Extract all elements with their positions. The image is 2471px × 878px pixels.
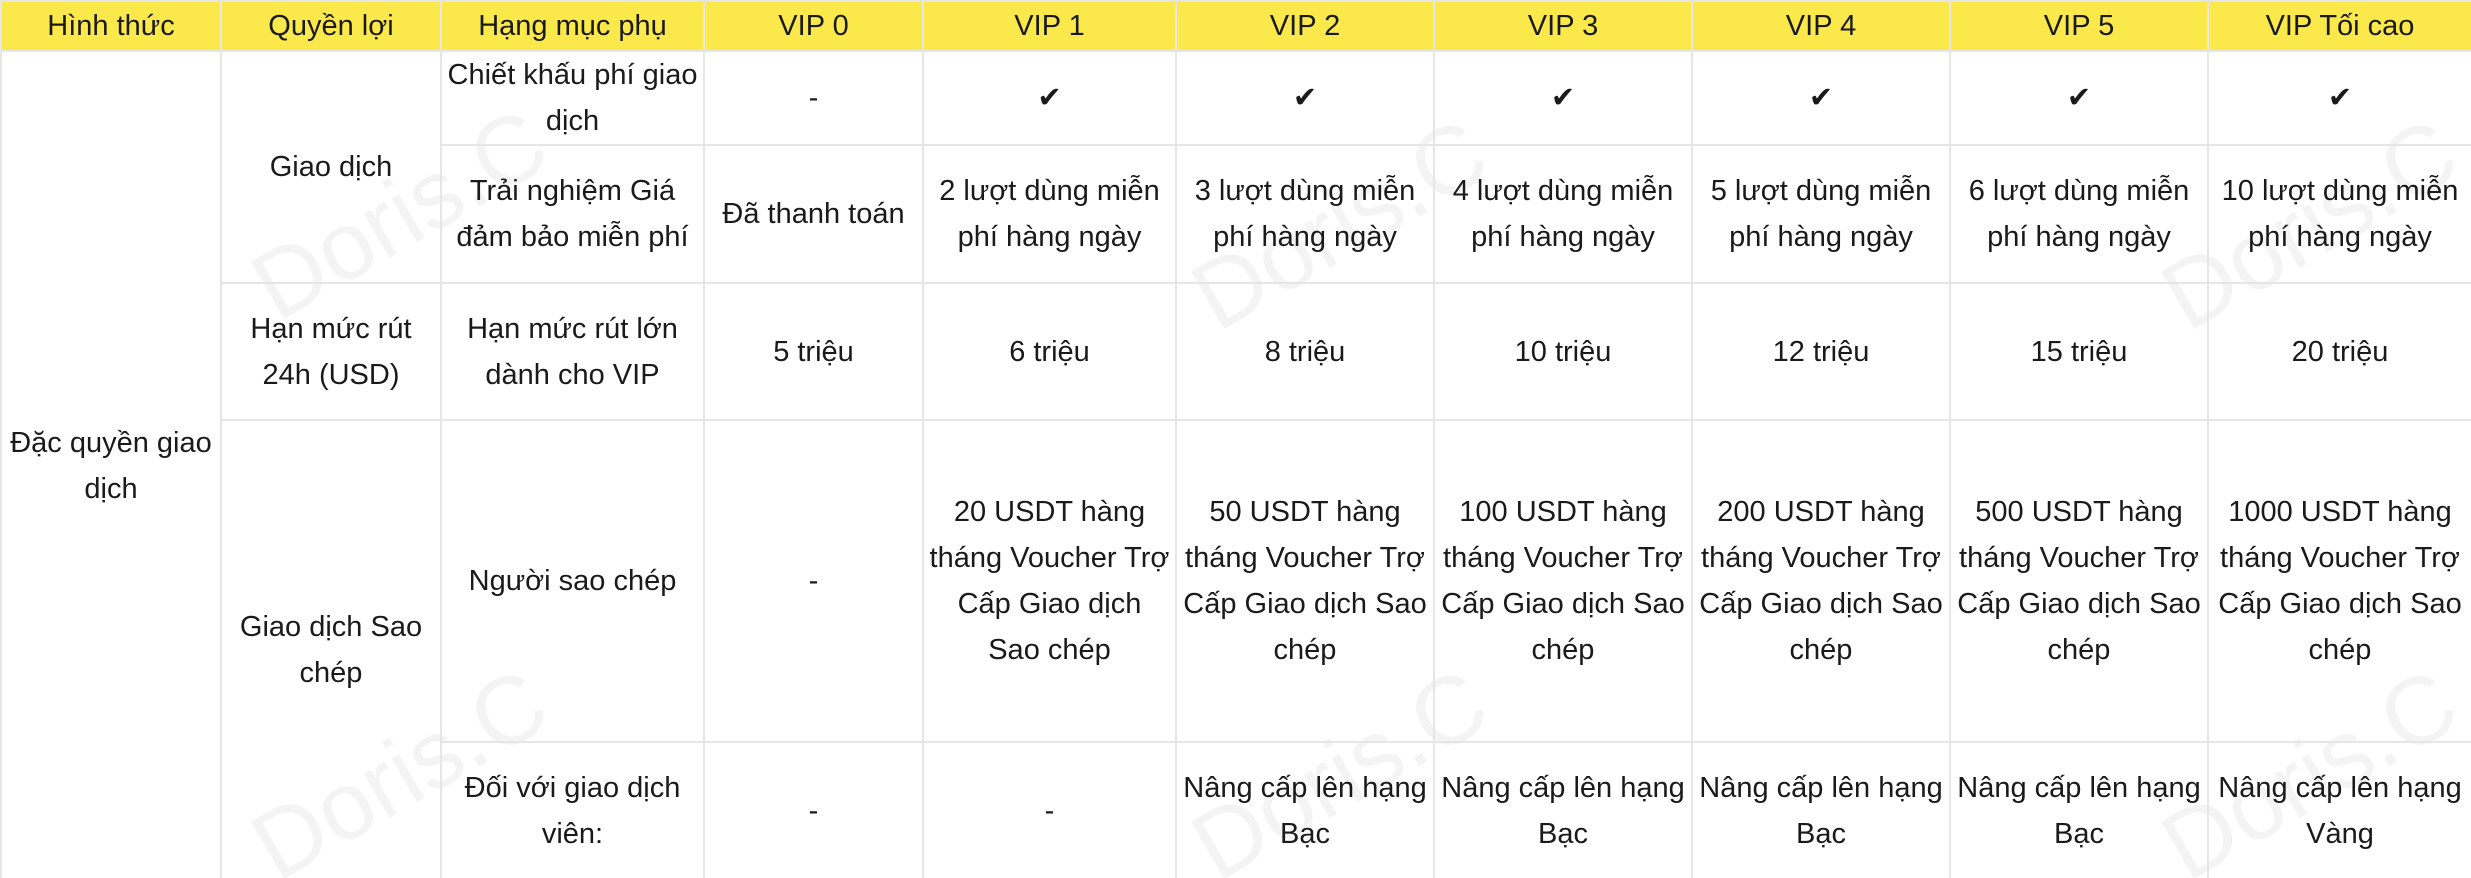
value-cell: 50 USDT hàng tháng Voucher Trợ Cấp Giao dịch Sao chép: [1176, 420, 1434, 742]
value-cell: 3 lượt dùng miễn phí hàng ngày: [1176, 145, 1434, 283]
header-cell: VIP 0: [704, 1, 923, 51]
header-cell: VIP Tối cao: [2208, 1, 2471, 51]
header-cell: VIP 3: [1434, 1, 1692, 51]
sub-item-cell: Đối với giao dịch viên:: [441, 742, 704, 878]
check-icon: ✔: [1692, 51, 1950, 145]
header-cell: VIP 5: [1950, 1, 2208, 51]
table-row: [1, 420, 2471, 742]
value-cell: 2 lượt dùng miễn phí hàng ngày: [923, 145, 1176, 283]
value-cell: 10 triệu: [1434, 283, 1692, 420]
value-cell: 5 lượt dùng miễn phí hàng ngày: [1692, 145, 1950, 283]
value-cell: Nâng cấp lên hạng Bạc: [1692, 742, 1950, 878]
header-cell: Quyền lợi: [221, 1, 441, 51]
check-icon: ✔: [1176, 51, 1434, 145]
header-cell: VIP 1: [923, 1, 1176, 51]
value-cell: Nâng cấp lên hạng Vàng: [2208, 742, 2471, 878]
check-icon: ✔: [1950, 51, 2208, 145]
value-cell: -: [704, 51, 923, 145]
benefit-cell-trading: Giao dịch: [221, 51, 441, 283]
benefit-cell-withdraw: Hạn mức rút 24h (USD): [221, 283, 441, 420]
value-cell: 1000 USDT hàng tháng Voucher Trợ Cấp Giao dịch Sao chép: [2208, 420, 2471, 742]
value-cell: 10 lượt dùng miễn phí hàng ngày: [2208, 145, 2471, 283]
value-cell: 5 triệu: [704, 283, 923, 420]
sub-item-cell: Trải nghiệm Giá đảm bảo miễn phí: [441, 145, 704, 283]
value-cell: Nâng cấp lên hạng Bạc: [1176, 742, 1434, 878]
value-cell: Đã thanh toán: [704, 145, 923, 283]
value-cell: 20 triệu: [2208, 283, 2471, 420]
value-cell: 6 lượt dùng miễn phí hàng ngày: [1950, 145, 2208, 283]
value-cell: 20 USDT hàng tháng Voucher Trợ Cấp Giao dịch Sao chép: [923, 420, 1176, 742]
header-cell: Hạng mục phụ: [441, 1, 704, 51]
value-cell: 6 triệu: [923, 283, 1176, 420]
value-cell: 500 USDT hàng tháng Voucher Trợ Cấp Giao dịch Sao chép: [1950, 420, 2208, 742]
form-cell: Đặc quyền giao dịch: [1, 51, 221, 878]
table-row: [1, 51, 2471, 145]
value-cell: -: [704, 420, 923, 742]
value-cell: -: [704, 742, 923, 878]
header-cell: Hình thức: [1, 1, 221, 51]
check-icon: ✔: [923, 51, 1176, 145]
sub-item-cell: Chiết khấu phí giao dịch: [441, 51, 704, 145]
value-cell: 15 triệu: [1950, 283, 2208, 420]
value-cell: -: [923, 742, 1176, 878]
check-icon: ✔: [2208, 51, 2471, 145]
value-cell: 8 triệu: [1176, 283, 1434, 420]
value-cell: 4 lượt dùng miễn phí hàng ngày: [1434, 145, 1692, 283]
sub-item-cell: Người sao chép: [441, 420, 704, 742]
value-cell: 12 triệu: [1692, 283, 1950, 420]
header-row: [1, 1, 2471, 51]
value-cell: Nâng cấp lên hạng Bạc: [1434, 742, 1692, 878]
value-cell: 200 USDT hàng tháng Voucher Trợ Cấp Giao dịch Sao chép: [1692, 420, 1950, 742]
check-icon: ✔: [1434, 51, 1692, 145]
header-cell: VIP 2: [1176, 1, 1434, 51]
header-cell: VIP 4: [1692, 1, 1950, 51]
value-cell: Nâng cấp lên hạng Bạc: [1950, 742, 2208, 878]
benefit-cell-copy: Giao dịch Sao chép: [221, 420, 441, 878]
table-row: [1, 283, 2471, 420]
value-cell: 100 USDT hàng tháng Voucher Trợ Cấp Giao dịch Sao chép: [1434, 420, 1692, 742]
sub-item-cell: Hạn mức rút lớn dành cho VIP: [441, 283, 704, 420]
